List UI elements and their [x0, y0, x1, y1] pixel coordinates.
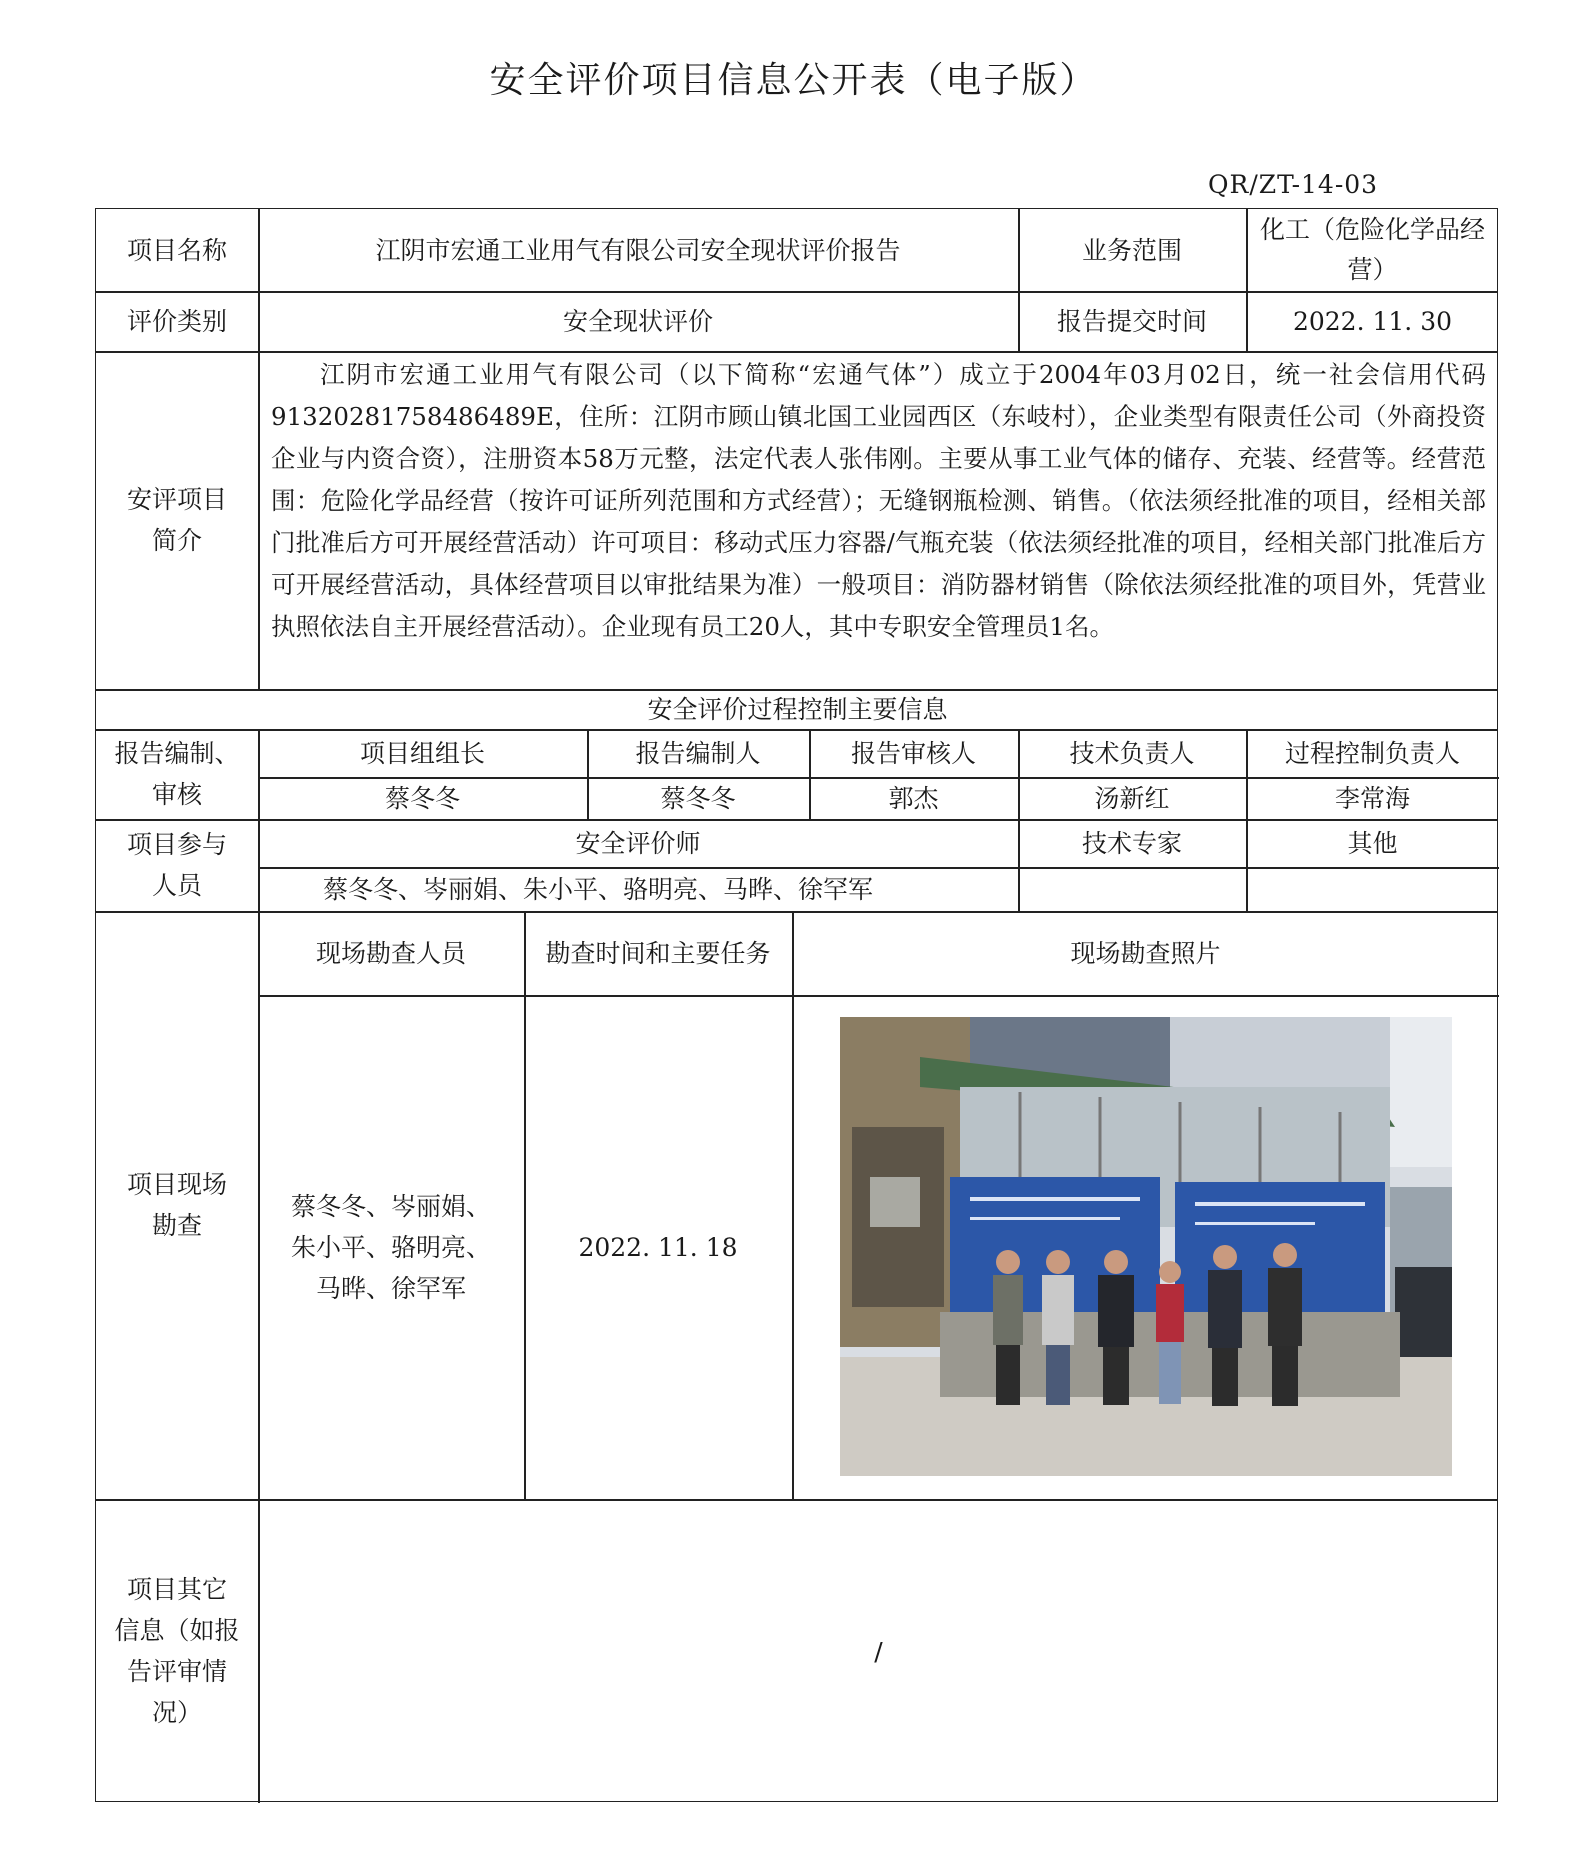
value-survey-time: 2022. 11. 18 — [578, 1232, 738, 1262]
info-table — [95, 208, 1498, 1802]
label-compiler: 报告编制人 — [635, 738, 761, 768]
section-process-control: 安全评价过程控制主要信息 — [647, 694, 948, 724]
label-survey-time-task: 勘查时间和主要任务 — [545, 938, 771, 968]
label-safety-evaluator: 安全评价师 — [575, 828, 701, 858]
value-business-scope: 化工（危险化学品经营） — [1260, 215, 1486, 284]
label-other: 其他 — [1347, 828, 1398, 858]
label-tech-lead: 技术负责人 — [1069, 738, 1195, 768]
label-process-lead: 过程控制负责人 — [1284, 738, 1460, 768]
value-other-info: / — [874, 1636, 883, 1666]
value-safety-evaluators: 蔡冬冬、岑丽娟、朱小平、骆明亮、马晔、徐罕军 — [323, 874, 874, 904]
value-evaluation-type: 安全现状评价 — [562, 306, 713, 336]
value-submission-time: 2022. 11. 30 — [1292, 306, 1453, 336]
value-process-lead: 李常海 — [1334, 783, 1410, 813]
label-site-survey: 项目现场 勘查 — [126, 1170, 227, 1240]
label-project-name: 项目名称 — [126, 235, 227, 265]
label-site-staff: 现场勘查人员 — [315, 938, 466, 968]
label-site-photos: 现场勘查照片 — [1070, 938, 1221, 968]
project-intro-text: 江阴市宏通工业用气有限公司（以下简称“宏通气体”）成立于2004年03月02日，统一社会信用代码91320281758486489E，住所：江阴市顾山镇北国工业园西区（东岐村），企业类型有限责任公司（外商投资企业与内资合资），注册资本58万元整，法定代表人张伟刚。主要从事工业气体的储存、充装、经营等。经营范围：危险化学品经营（按许可证所列范围和方式经营）；无缝钢瓶检测、销售。（依法须经批准的项目，经相关部门批准后方可开展经营活动）许可项目：移动式压力容器/气瓶充装（依法须经批准的项目，经相关部门批准后方可开展经营活动，具体经营项目以审批结果为准）一般项目：消防器材销售（除依法须经批准的项目外，凭营业执照依法自主开展经营活动）。企业现有员工20人，其中专职安全管理员1名。 — [271, 360, 1486, 641]
value-reviewer: 郭杰 — [888, 783, 939, 813]
value-tech-lead: 汤新红 — [1094, 783, 1170, 813]
value-compiler: 蔡冬冬 — [660, 783, 736, 813]
label-business-scope: 业务范围 — [1081, 235, 1182, 265]
label-evaluation-type: 评价类别 — [126, 306, 227, 336]
label-leader: 项目组组长 — [359, 738, 485, 768]
value-project-name: 江阴市宏通工业用气有限公司安全现状评价报告 — [375, 235, 901, 265]
page-title: 安全评价项目信息公开表（电子版） — [489, 60, 1098, 101]
value-site-staff: 蔡冬冬、岑丽娟、 朱小平、骆明亮、 马晔、徐罕军 — [290, 1191, 491, 1303]
label-tech-expert: 技术专家 — [1081, 828, 1182, 858]
label-reviewer: 报告审核人 — [850, 738, 976, 768]
value-leader: 蔡冬冬 — [384, 783, 460, 813]
label-participants: 项目参与 人员 — [126, 830, 227, 900]
site-survey-photo — [840, 1017, 1452, 1476]
form-code: QR/ZT-14-03 — [1208, 170, 1379, 199]
label-other-info: 项目其它 信息（如报 告评审情 况） — [114, 1575, 240, 1727]
value-other — [1246, 867, 1499, 911]
value-tech-expert — [1018, 867, 1246, 911]
label-submission-time: 报告提交时间 — [1056, 306, 1207, 336]
label-project-intro: 安评项目 简介 — [126, 485, 227, 555]
label-report-prep: 报告编制、 审核 — [114, 739, 240, 809]
